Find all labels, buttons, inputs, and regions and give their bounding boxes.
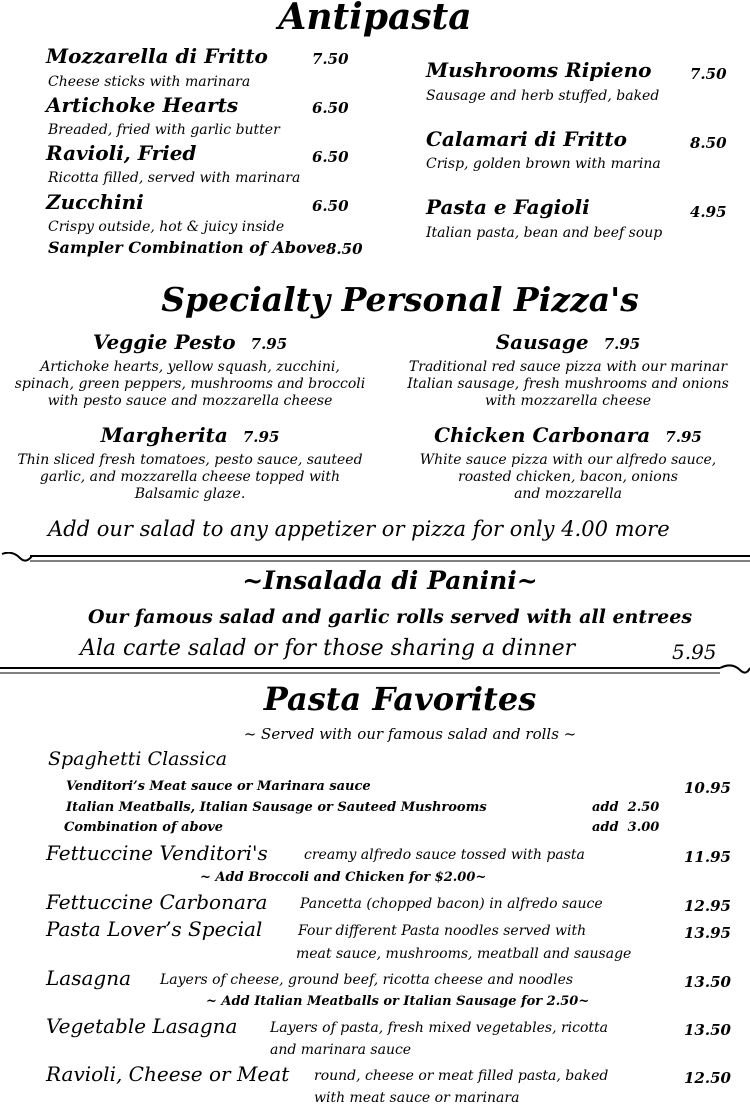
menu-item-desc: Sausage and herb stuffed, baked [426,88,660,104]
pizza-title: Specialty Personal Pizza's [161,280,639,319]
pizza-price: 7.95 [665,428,702,446]
add-salad-note: Add our salad to any appetizer or pizza for only 4.00 more [48,517,670,541]
menu-item-price: 8.50 [690,134,727,152]
desc-line: roasted chicken, bacon, onions [458,469,678,485]
sampler-price: 8.50 [326,240,363,258]
pasta-name: Pasta Lover’s Special [46,917,263,941]
desc-line: and mozzarella [514,486,622,502]
pizza-desc [0,452,380,503]
pasta-price: 13.50 [684,1021,731,1039]
pasta-name: Lasagna [46,966,131,990]
menu-item-price: 6.50 [312,148,349,166]
pasta-desc: creamy alfredo sauce tossed with pasta [304,847,585,863]
menu-item-desc: Italian pasta, bean and beef soup [426,225,663,241]
pizza-name: Sausage [495,330,589,354]
pasta-price: 13.95 [684,924,731,942]
pizza-price: 7.95 [250,335,288,353]
menu-item-name: Mozzarella di Fritto [46,44,268,68]
spaghetti-name: Spaghetti Classica [48,748,228,770]
spaghetti-sub3-add: add 3.00 [592,820,660,835]
pizza-desc [0,359,380,410]
pasta-desc-line2: meat sauce, mushrooms, meatball and sausage [296,946,632,962]
pasta-price: 12.95 [684,897,731,915]
menu-item-price: 4.95 [690,203,727,221]
pasta-name: Vegetable Lasagna [46,1014,238,1038]
pizza-item [0,330,380,354]
insalata-line1: Our famous salad and garlic rolls served with all entrees [88,606,693,628]
ornament-divider-bottom [0,664,750,678]
pizza-name: Chicken Carbonara [434,423,651,447]
pizza-item [386,423,750,447]
insalata-title: ~Insalada di Panini~ [242,566,538,595]
desc-line: Traditional red sauce pizza with our marinar [408,359,728,375]
menu-item-desc: Crisp, golden brown with marina [426,156,661,172]
insalata-price: 5.95 [672,640,717,664]
pasta-price: 11.95 [684,848,731,866]
pasta-desc: Four different Pasta noodles served with [298,923,587,939]
pasta-subtitle: ~ Served with our famous salad and rolls ~ [243,725,577,743]
menu-item-price: 6.50 [312,197,349,215]
pasta-note: ~ Add Italian Meatballs or Italian Sausage for 2.50~ [206,994,590,1009]
pasta-desc: round, cheese or meat filled pasta, baked [314,1068,609,1084]
insalata-line2: Ala carte salad or for those sharing a dinner [80,636,576,661]
spaghetti-sub3: Combination of above [64,820,224,835]
pizza-price: 7.95 [603,335,641,353]
menu-item-price: 7.50 [312,50,349,68]
ornament-divider-top [0,552,750,566]
spaghetti-sub2-add: add 2.50 [592,800,660,815]
menu-item-name: Calamari di Fritto [426,127,627,151]
spaghetti-price: 10.95 [684,779,731,797]
pasta-price: 13.50 [684,973,731,991]
menu-item-desc: Ricotta filled, served with marinara [48,170,301,186]
menu-item-price: 6.50 [312,99,349,117]
desc-line: Italian sausage, fresh mushrooms and onions [407,376,729,392]
desc-line: Artichoke hearts, yellow squash, zucchini, [40,359,340,375]
menu-item-desc: Crispy outside, hot & juicy inside [48,219,285,235]
desc-line: White sauce pizza with our alfredo sauce, [419,452,717,468]
desc-line: Balsamic glaze. [134,486,246,502]
pasta-desc-line2: with meat sauce or marinara [314,1090,520,1106]
pizza-item [0,423,380,447]
pizza-name: Veggie Pesto [92,330,236,354]
pizza-desc [386,359,750,410]
pasta-desc: Layers of cheese, ground beef, ricotta cheese and noodles [160,972,574,988]
pizza-name: Margherita [100,423,228,447]
desc-line: garlic, and mozzarella cheese topped with [39,469,341,485]
menu-item-price: 7.50 [690,65,727,83]
pasta-name: Fettuccine Carbonara [46,890,268,914]
menu-item-name: Ravioli, Fried [46,141,197,165]
desc-line: spinach, green peppers, mushrooms and broccoli [14,376,366,392]
desc-line: with mozzarella cheese [485,393,651,409]
menu-item-name: Pasta e Fagioli [426,195,590,219]
antipasta-title: Antipasta [278,0,472,38]
pasta-desc: Pancetta (chopped bacon) in alfredo sauce [300,896,603,912]
desc-line: Thin sliced fresh tomatoes, pesto sauce, sauteed [17,452,363,468]
desc-line: with pesto sauce and mozzarella cheese [47,393,333,409]
spaghetti-sub1: Venditori’s Meat sauce or Marinara sauce [66,779,371,794]
menu-item-desc: Cheese sticks with marinara [48,74,251,90]
menu-item-desc: Breaded, fried with garlic butter [48,122,280,138]
pizza-desc [386,452,750,503]
menu-item-name: Artichoke Hearts [46,93,239,117]
spaghetti-sub2: Italian Meatballs, Italian Sausage or Sauteed Mushrooms [66,800,487,815]
pasta-note: ~ Add Broccoli and Chicken for $2.00~ [200,870,487,885]
sampler-name: Sampler Combination of Above [48,238,327,257]
pasta-name: Fettuccine Venditori's [46,841,268,865]
menu-item-name: Zucchini [46,190,144,214]
pasta-title: Pasta Favorites [263,680,537,718]
pizza-price: 7.95 [242,428,280,446]
pasta-price: 12.50 [684,1069,731,1087]
pizza-item [386,330,750,354]
menu-item-name: Mushrooms Ripieno [426,58,652,82]
pasta-desc: Layers of pasta, fresh mixed vegetables, ricotta [270,1020,609,1036]
pasta-desc-line2: and marinara sauce [270,1042,412,1058]
pasta-name: Ravioli, Cheese or Meat [46,1062,290,1086]
